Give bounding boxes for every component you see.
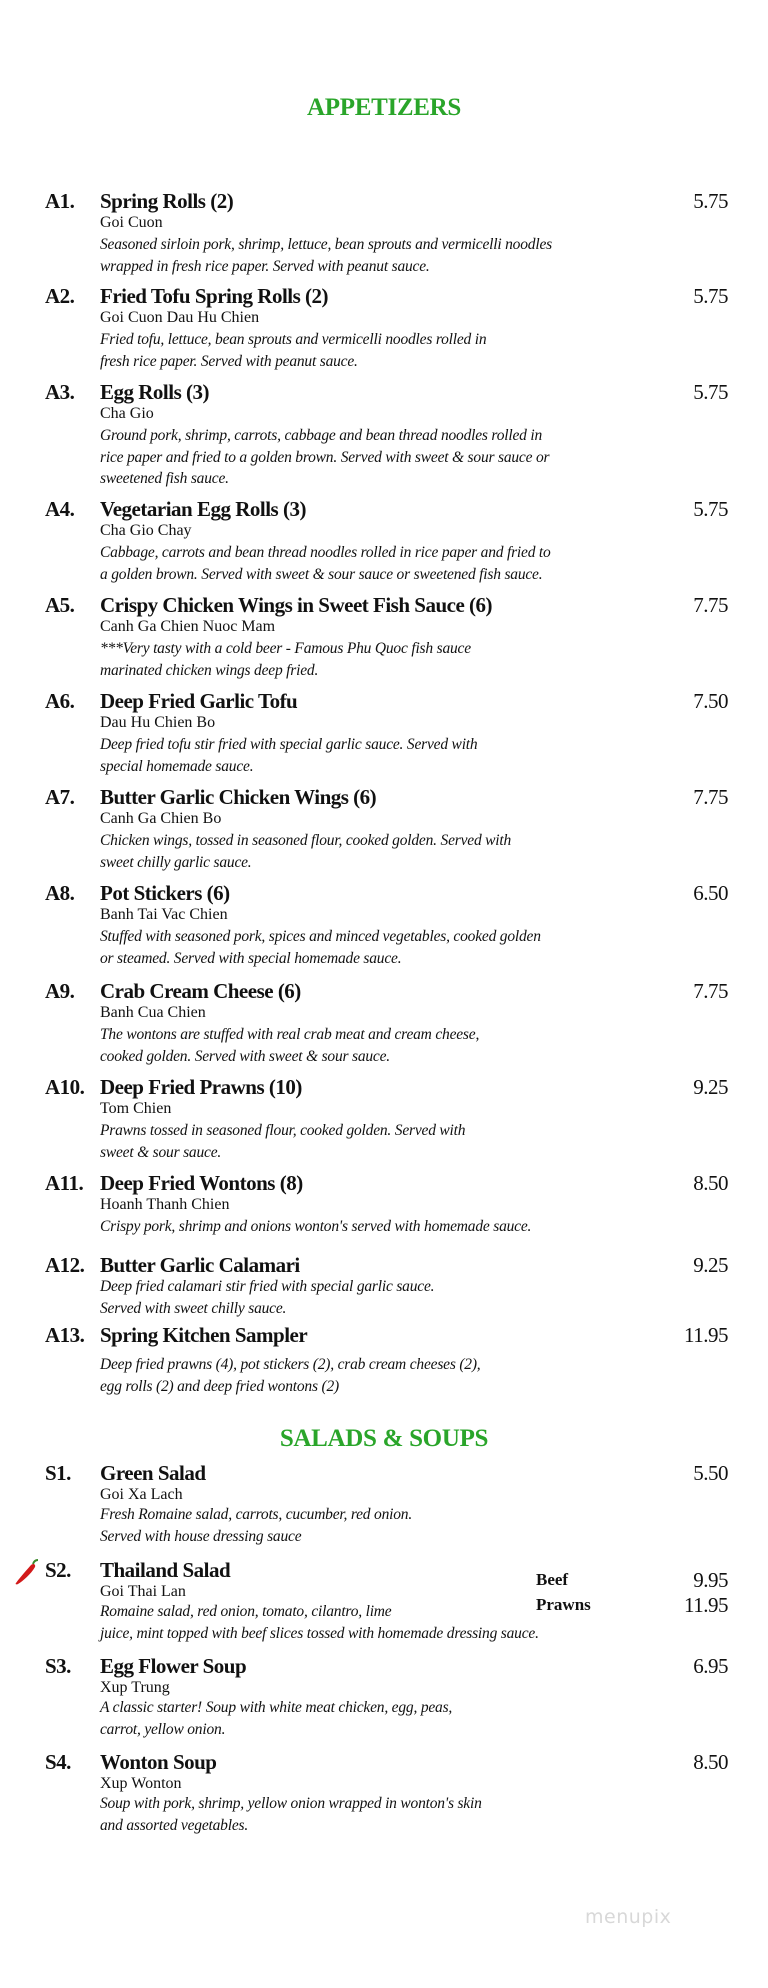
item-description-line: Romaine salad, red onion, tomato, cilantro, lime (100, 1603, 392, 1620)
item-details (100, 1353, 720, 1397)
item-details (100, 213, 720, 277)
item-name: Egg Rolls (3) (100, 380, 209, 404)
item-details (100, 713, 720, 777)
variant-price: 11.95 (684, 1593, 728, 1617)
item-description-line: Fresh Romaine salad, carrots, cucumber, red onion. (100, 1506, 413, 1523)
item-description-line: and assorted vegetables. (100, 1816, 249, 1834)
item-number: A1. (45, 189, 75, 213)
item-name: Green Salad (100, 1461, 206, 1485)
item-price: 5.50 (693, 1461, 728, 1485)
item-name: Vegetarian Egg Rolls (3) (100, 497, 306, 521)
item-number: A4. (45, 497, 75, 521)
item-description-line: carrot, yellow onion. (100, 1720, 226, 1738)
item-details (100, 905, 720, 969)
item-description-line: ***Very tasty with a cold beer - Famous Phu Quoc fish sauce (100, 640, 471, 657)
item-name: Wonton Soup (100, 1750, 217, 1774)
item-name: Spring Kitchen Sampler (100, 1323, 308, 1347)
item-price: 8.50 (693, 1171, 728, 1195)
item-description-line: marinated chicken wings deep fried. (100, 661, 319, 679)
item-description-line: Deep fried tofu stir fried with special garlic sauce. Served with (100, 736, 478, 753)
item-description (100, 542, 720, 585)
item-description-line: Seasoned sirloin pork, shrimp, lettuce, bean sprouts and vermicelli noodles (100, 236, 552, 253)
item-vietnamese-name: Xup Wonton (100, 1775, 182, 1792)
item-number: A7. (45, 785, 75, 809)
variant-label: Beef (536, 1570, 569, 1589)
item-vietnamese-name: Goi Cuon (100, 214, 163, 231)
item-number: A5. (45, 593, 75, 617)
section-title-salads-soups: SALADS & SOUPS (279, 1425, 489, 1452)
item-description (100, 1354, 720, 1397)
item-vietnamese-name: Canh Ga Chien Nuoc Mam (100, 618, 276, 635)
item-details (100, 617, 720, 681)
item-vietnamese-name: Goi Thai Lan (100, 1583, 186, 1600)
item-description-line: The wontons are stuffed with real crab meat and cream cheese, (100, 1026, 480, 1043)
item-description-line: fresh rice paper. Served with peanut sauce. (100, 352, 358, 370)
item-name: Crab Cream Cheese (6) (100, 979, 301, 1003)
item-vietnamese-name: Cha Gio (100, 405, 154, 422)
item-details (100, 404, 720, 490)
item-description-line: Ground pork, shrimp, carrots, cabbage and bean thread noodles rolled in (100, 427, 543, 444)
item-number: A2. (45, 284, 75, 308)
item-number: S1. (45, 1461, 71, 1485)
item-vietnamese-name: Banh Tai Vac Chien (100, 906, 228, 923)
variant-label: Prawns (536, 1595, 591, 1614)
item-number: A6. (45, 689, 75, 713)
item-description (100, 234, 720, 277)
item-description-line: cooked golden. Served with sweet & sour sauce. (100, 1047, 390, 1065)
item-price: 5.75 (693, 284, 728, 308)
item-details (100, 1099, 720, 1163)
item-vietnamese-name: Goi Xa Lach (100, 1486, 183, 1503)
item-description (100, 1793, 720, 1836)
item-description (100, 638, 720, 681)
item-details (100, 1275, 720, 1319)
item-details (100, 1582, 720, 1644)
item-description-line: juice, mint topped with beef slices tossed with homemade dressing sauce. (100, 1624, 539, 1642)
item-description-line: egg rolls (2) and deep fried wontons (2) (100, 1377, 339, 1395)
item-description (100, 926, 720, 969)
item-name: Pot Stickers (6) (100, 881, 230, 905)
item-details (100, 308, 720, 372)
item-number: S2. (45, 1558, 71, 1582)
item-vietnamese-name: Dau Hu Chien Bo (100, 714, 216, 731)
item-description-line: A classic starter! Soup with white meat chicken, egg, peas, (100, 1699, 453, 1716)
item-description (100, 1504, 720, 1547)
item-description-line: Cabbage, carrots and bean thread noodles rolled in rice paper and fried to (100, 544, 551, 561)
item-name: Deep Fried Garlic Tofu (100, 689, 298, 713)
item-vietnamese-name: Banh Cua Chien (100, 1004, 206, 1021)
item-details (100, 1195, 720, 1238)
item-description (100, 329, 720, 372)
variant-price: 9.95 (693, 1568, 728, 1592)
item-number: A9. (45, 979, 75, 1003)
item-price: 6.95 (693, 1654, 728, 1678)
item-number: S3. (45, 1654, 71, 1678)
item-price: 7.75 (693, 785, 728, 809)
item-price: 7.75 (693, 979, 728, 1003)
item-description-line: a golden brown. Served with sweet & sour sauce or sweetened fish sauce. (100, 565, 543, 583)
item-price: 7.75 (693, 593, 728, 617)
section-title-appetizers: APPETIZERS (307, 94, 461, 121)
item-description (100, 425, 720, 490)
item-price: 11.95 (684, 1323, 728, 1347)
item-price: 5.75 (693, 497, 728, 521)
menupix-watermark: menupix (585, 1906, 672, 1928)
item-description-line: sweet chilly garlic sauce. (100, 853, 252, 871)
item-details (100, 1485, 720, 1547)
item-description-line: Fried tofu, lettuce, bean sprouts and vermicelli noodles rolled in (100, 331, 487, 348)
item-description-line: wrapped in fresh rice paper. Served with peanut sauce. (100, 257, 430, 275)
item-name: Butter Garlic Calamari (100, 1253, 300, 1277)
item-details (100, 521, 720, 585)
item-description (100, 734, 720, 777)
item-details (100, 1774, 720, 1836)
item-number: A12. (45, 1253, 85, 1277)
item-description (100, 1276, 720, 1319)
item-description-line: rice paper and fried to a golden brown. Served with sweet & sour sauce or (100, 448, 550, 466)
item-vietnamese-name: Cha Gio Chay (100, 522, 192, 539)
item-price: 5.75 (693, 380, 728, 404)
item-price: 8.50 (693, 1750, 728, 1774)
item-description-line: Soup with pork, shrimp, yellow onion wrapped in wonton's skin (100, 1795, 482, 1812)
item-vietnamese-name: Goi Cuon Dau Hu Chien (100, 309, 260, 326)
item-description-line: Deep fried prawns (4), pot stickers (2), crab cream cheeses (2), (100, 1356, 481, 1373)
item-vietnamese-name: Tom Chien (100, 1100, 172, 1117)
item-description-line: sweetened fish sauce. (100, 470, 229, 487)
item-number: A13. (45, 1323, 85, 1347)
item-price: 9.25 (693, 1075, 728, 1099)
item-description (100, 1697, 720, 1740)
item-description-line: sweet & sour sauce. (100, 1143, 222, 1161)
item-vietnamese-name: Xup Trung (100, 1679, 170, 1696)
item-name: Spring Rolls (2) (100, 189, 234, 213)
item-name: Fried Tofu Spring Rolls (2) (100, 284, 329, 308)
item-price: 7.50 (693, 689, 728, 713)
item-number: A3. (45, 380, 75, 404)
item-description-line: Deep fried calamari stir fried with special garlic sauce. (100, 1278, 435, 1295)
item-price: 5.75 (693, 189, 728, 213)
chili-pepper-icon (12, 1556, 42, 1586)
item-description-line: Prawns tossed in seasoned flour, cooked golden. Served with (100, 1122, 466, 1139)
item-vietnamese-name: Canh Ga Chien Bo (100, 810, 222, 827)
item-name: Thailand Salad (100, 1558, 231, 1582)
item-details (100, 1678, 720, 1740)
item-name: Deep Fried Wontons (8) (100, 1171, 303, 1195)
item-description-line: Stuffed with seasoned pork, spices and minced vegetables, cooked golden (100, 928, 541, 945)
item-description (100, 830, 720, 873)
item-number: A8. (45, 881, 75, 905)
item-details (100, 809, 720, 873)
item-description-line: Served with house dressing sauce (100, 1527, 302, 1545)
item-number: A11. (45, 1171, 84, 1195)
item-description (100, 1024, 720, 1067)
item-name: Crispy Chicken Wings in Sweet Fish Sauce (6) (100, 593, 493, 617)
item-vietnamese-name: Hoanh Thanh Chien (100, 1196, 230, 1213)
item-description (100, 1216, 720, 1238)
item-description (100, 1601, 720, 1644)
item-description-line: Chicken wings, tossed in seasoned flour, cooked golden. Served with (100, 832, 512, 849)
item-description-line: or steamed. Served with special homemade sauce. (100, 949, 402, 967)
item-details (100, 1003, 720, 1067)
item-number: S4. (45, 1750, 71, 1774)
item-price: 9.25 (693, 1253, 728, 1277)
item-description-line: Crispy pork, shrimp and onions wonton's served with homemade sauce. (100, 1218, 532, 1235)
item-description (100, 1120, 720, 1163)
item-number: A10. (45, 1075, 85, 1099)
item-description-line: special homemade sauce. (100, 757, 254, 775)
item-description-line: Served with sweet chilly sauce. (100, 1299, 287, 1317)
item-name: Egg Flower Soup (100, 1654, 247, 1678)
item-price: 6.50 (693, 881, 728, 905)
item-name: Butter Garlic Chicken Wings (6) (100, 785, 377, 809)
item-name: Deep Fried Prawns (10) (100, 1075, 302, 1099)
